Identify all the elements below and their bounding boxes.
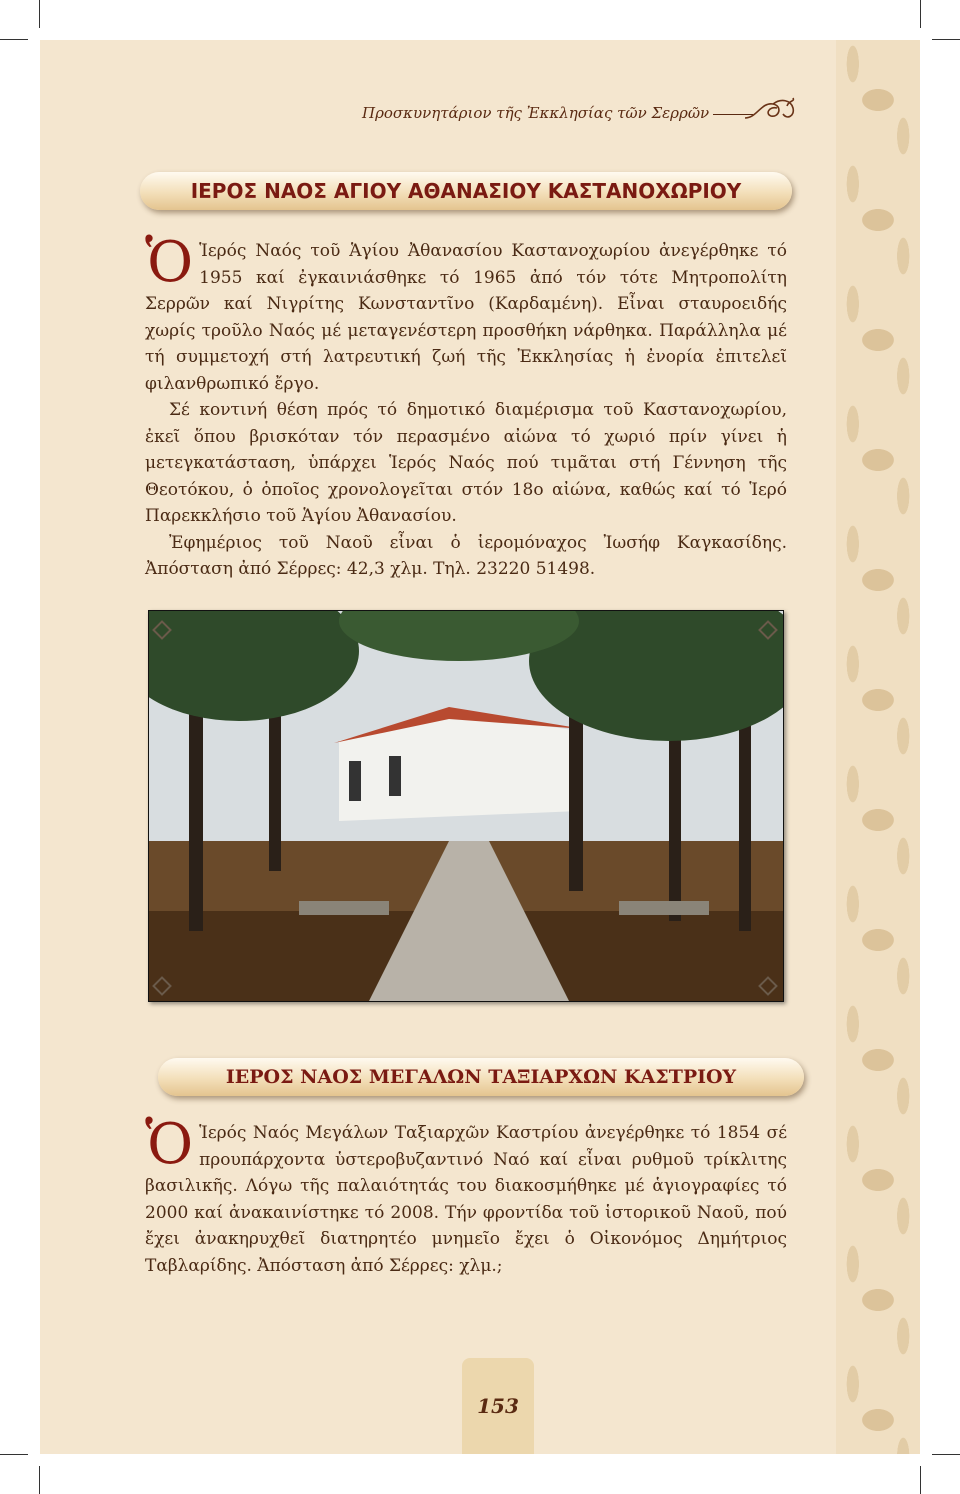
running-header	[362, 104, 753, 122]
crop-mark	[920, 1466, 921, 1494]
paragraph	[145, 230, 787, 397]
corner-ornament-icon	[758, 620, 778, 640]
paragraph: Ἐφημέριος τοῦ Ναοῦ εἶναι ὁ ἱερομόναχος Ἰωσήφ Καγκασίδης. Ἀπόσταση ἀπό Σέρρες: 42,3 χλμ. Τηλ. 23220 51498.	[145, 532, 787, 579]
paragraph: Σέ κοντινή θέση πρός τό δημοτικό διαμέρισμα τοῦ Καστανοχωρίου, ἐκεῖ ὅπου βρισκόταν τόν περασμένο αἰώνα τό χωριό πρίν γίνει ἡ μετεγκατάσταση, ὑπάρχει Ἱερός Ναός πού τιμᾶται στή Γέννηση τῆς Θεοτόκου, ὁ ὁποῖος χρονολογεῖται στόν 18ο αἰώνα, καθώς καί τό Ἱερό Παρεκκλήσιο τοῦ Ἁγίου Ἀθανασίου.	[145, 400, 787, 526]
section-body	[145, 1112, 787, 1279]
section-title-bar	[140, 172, 792, 210]
section-title: ΙΕΡΟΣ ΝΑΟΣ ΜΕΓΑΛΩΝ ΤΑΞΙΑΡΧΩΝ ΚΑΣΤΡΙΟΥ	[225, 1066, 737, 1088]
running-header-title: Προσκυνητάριον τῆς Ἐκκλησίας τῶν Σερρῶν	[362, 104, 710, 122]
drop-cap: Ὁ	[145, 230, 194, 295]
page-number-tab	[462, 1358, 534, 1454]
drop-cap: Ὁ	[145, 1112, 194, 1177]
corner-ornament-icon	[758, 976, 778, 996]
crop-mark	[932, 39, 960, 40]
crop-mark	[920, 0, 921, 28]
paragraph-text: Ἱερός Ναός Μεγάλων Ταξιαρχῶν Καστρίου ἀνεγέρθηκε τό 1854 σέ προυπάρχοντα ὑστεροβυζαντινό Ναό καί εἶναι ρυθμοῦ τρίκλιτης βασιλικῆς. Λόγω τῆς παλαιότητάς του διακοσμήθηκε μέ ἁγιογραφίες τό 2000 καί ἀνακαινίστηκε τό 2008. Τήν φροντίδα τοῦ ἱστορικοῦ Ναοῦ, πού ἔχει ἀνακηρυχθεῖ διατηρητέο μνημεῖο ἔχει ὁ Οἰκονόμος Δημήτριος Ταβλαρίδης. Ἀπόσταση ἀπό Σέρρες: χλμ.;	[145, 1123, 787, 1276]
paragraph-text: Ἱερός Ναός τοῦ Ἁγίου Ἀθανασίου Καστανοχωρίου ἀνεγέρθηκε τό 1955 καί ἐγκαινιάσθηκε τό 1965 ἀπό τόν τότε Μητροπολίτη Σερρῶν καί Νιγρίτης Κωνσταντῖνο (Καρδαμένη). Εἶναι σταυροειδής χωρίς τροῦλο Ναός μέ μεταγενέστερη προσθήκη νάρθηκα. Παράλληλα μέ τή συμμετοχή στή λατρευτική ζωή τῆς Ἐκκλησίας ἡ ἐνορία ἐπιτελεῖ φιλανθρωπικό ἔργο.	[145, 241, 787, 394]
ornamental-border	[836, 40, 920, 1454]
paragraph	[145, 1112, 787, 1279]
corner-ornament-icon	[152, 976, 172, 996]
page-number: 153	[477, 1394, 519, 1418]
section-title: ΙΕΡΟΣ ΝΑΟΣ ΑΓΙΟΥ ΑΘΑΝΑΣΙΟΥ ΚΑΣΤΑΝΟΧΩΡΙΟΥ	[190, 179, 742, 203]
crop-mark	[932, 1454, 960, 1455]
crop-mark	[0, 39, 28, 40]
flourish-icon	[743, 96, 797, 126]
crop-mark	[39, 0, 40, 28]
section-body	[145, 230, 787, 583]
book-page	[40, 40, 920, 1454]
church-photo	[148, 610, 784, 1002]
crop-mark	[0, 1454, 28, 1455]
section-title-bar	[158, 1058, 804, 1096]
church-photo-illustration	[149, 611, 783, 1001]
corner-ornament-icon	[152, 620, 172, 640]
crop-mark	[39, 1466, 40, 1494]
